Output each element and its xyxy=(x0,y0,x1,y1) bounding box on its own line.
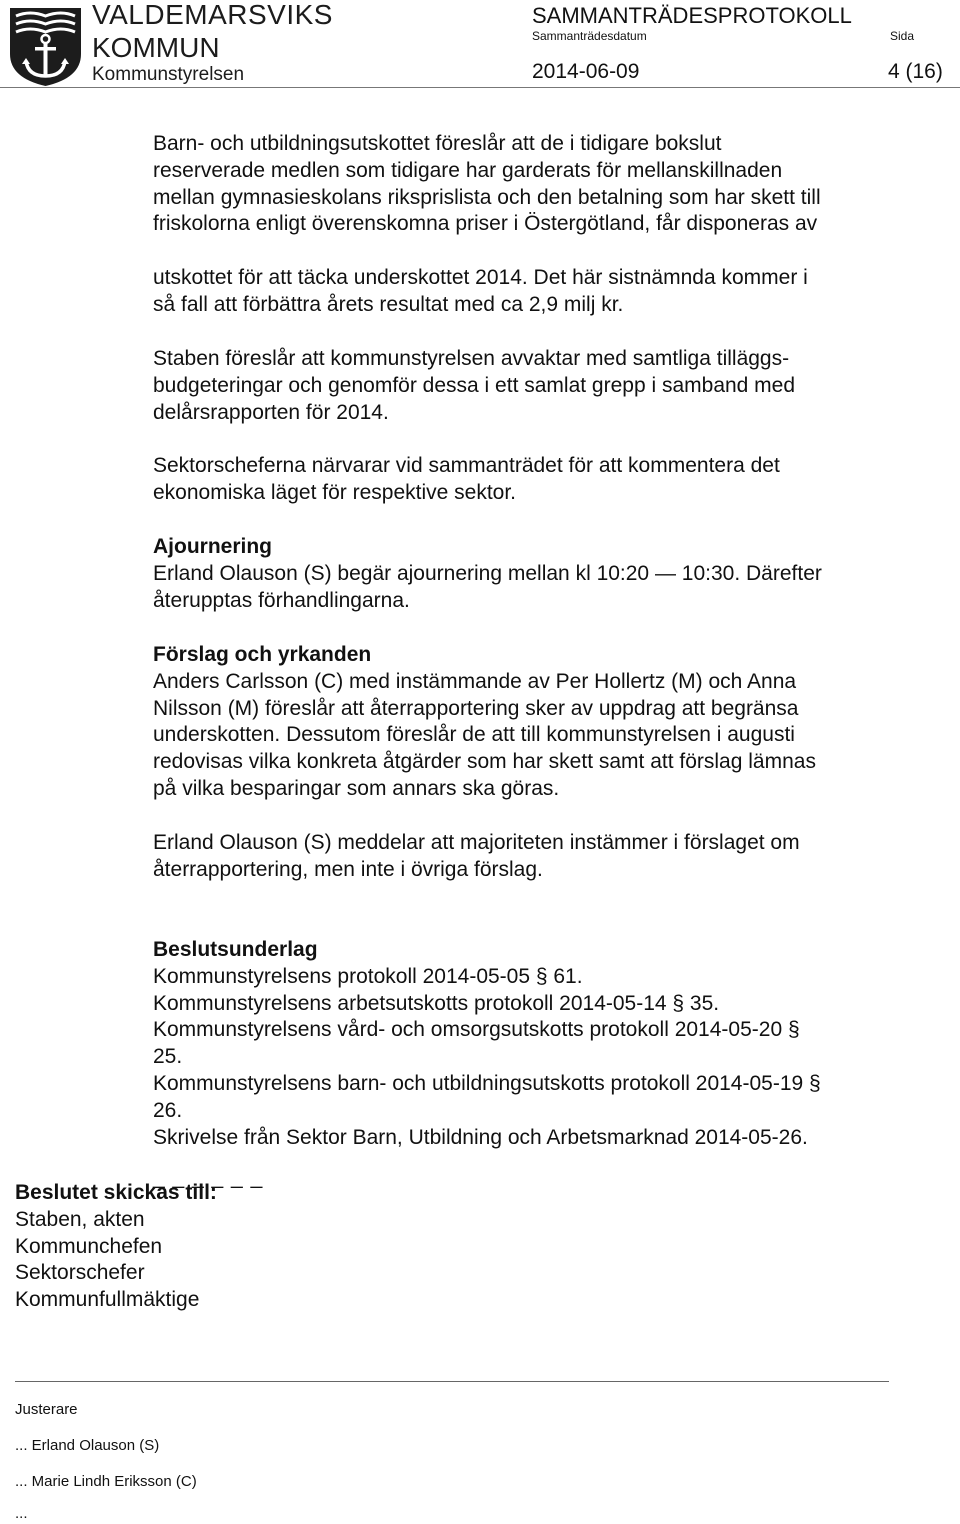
recipient: Kommunfullmäktige xyxy=(15,1288,200,1312)
paragraph-sector-heads xyxy=(153,453,933,507)
recipient: Staben, akten xyxy=(15,1207,145,1231)
org-name-line1: VALDEMARSVIKS xyxy=(92,0,333,30)
text-line: Erland Olauson (S) begär ajournering mellan kl 10:20 — 10:30. Därefter xyxy=(153,561,822,585)
distribution-heading: Beslutet skickas till: xyxy=(15,1181,217,1204)
text-line: budgeteringar och genomför dessa i ett samlat grepp i samband med xyxy=(153,373,796,397)
distribution-list xyxy=(15,1180,315,1314)
ajournering-heading: Ajournering xyxy=(153,535,272,558)
text-line: reserverade medlen som tidigare har garderats för mellanskillnaden xyxy=(153,158,783,182)
reference-line: Kommunstyrelsens protokoll 2014-05-05 § 61. xyxy=(153,964,583,988)
text-line: underskotten. Dessutom föreslår de att till kommunstyrelsen i augusti xyxy=(153,723,795,747)
reference-line: Kommunstyrelsens barn- och utbildningsutskotts protokoll 2014-05-19 § xyxy=(153,1071,821,1095)
section-forslag xyxy=(153,642,933,803)
justerare-label: Justerare xyxy=(15,1401,78,1418)
text-line: redovisas vilka konkreta åtgärder som har skett samt att förslag lämnas xyxy=(153,750,816,774)
text-line: återrapportering, men inte i övriga förslag. xyxy=(153,857,543,881)
paragraph-staff-proposal xyxy=(153,346,933,426)
reference-line: Kommunstyrelsens vård- och omsorgsutskotts protokoll 2014-05-20 § xyxy=(153,1018,800,1042)
forslag-heading: Förslag och yrkanden xyxy=(153,643,372,666)
reference-line: 26. xyxy=(153,1098,183,1122)
signature-line: ... Marie Lindh Eriksson (C) xyxy=(15,1473,197,1490)
recipient: Sektorschefer xyxy=(15,1261,145,1285)
section-beslutsunderlag xyxy=(153,937,933,1151)
beslutsunderlag-heading: Beslutsunderlag xyxy=(153,938,318,961)
paragraph-funds xyxy=(153,131,933,238)
reference-line: Kommunstyrelsens arbetsutskotts protokoll 2014-05-14 § 35. xyxy=(153,991,720,1015)
paragraph-majority xyxy=(153,830,933,884)
text-line: Barn- och utbildningsutskottet föreslår att de i tidigare bokslut xyxy=(153,132,722,155)
date-label: Sammanträdesdatum xyxy=(532,29,647,43)
page-label: Sida xyxy=(890,29,915,43)
text-line: Erland Olauson (S) meddelar att majoriteten instämmer i förslaget om xyxy=(153,831,800,854)
signature-line: ... Erland Olauson (S) xyxy=(15,1437,160,1454)
text-line: mellan gymnasieskolans riksprislista och den betalning som har skett till xyxy=(153,185,821,209)
reference-line: 25. xyxy=(153,1045,183,1069)
paragraph-deficit xyxy=(153,265,933,319)
meeting-date: 2014-06-09 xyxy=(532,60,640,83)
header-divider xyxy=(0,87,960,88)
text-line: Nilsson (M) föreslår att återrapportering sker av uppdrag att begränsa xyxy=(153,696,799,720)
text-line: delårsrapporten för 2014. xyxy=(153,400,389,424)
text-line: återupptas förhandlingarna. xyxy=(153,588,410,612)
recipient: Kommunchefen xyxy=(15,1234,163,1258)
document-type: SAMMANTRÄDESPROTOKOLL xyxy=(532,3,852,28)
signature-line: ... xyxy=(15,1505,28,1522)
text-line: utskottet för att täcka underskottet 2014. Det här sistnämnda kommer i xyxy=(153,266,808,289)
text-line: friskolorna enligt överenskomna priser i Östergötland, får disponeras av xyxy=(153,212,818,236)
org-unit: Kommunstyrelsen xyxy=(92,64,245,85)
text-line: ekonomiska läget för respektive sektor. xyxy=(153,480,517,504)
page-number: 4 (16) xyxy=(888,60,943,83)
anchor-crest-icon xyxy=(8,6,83,88)
separator-dashes: _ _ _ _ _ _ xyxy=(153,1166,264,1189)
section-ajournering xyxy=(153,534,933,614)
text-line: på vilka besparingar som annars ska göras. xyxy=(153,776,560,800)
org-name-line2: KOMMUN xyxy=(92,32,220,63)
footer-divider xyxy=(15,1381,889,1382)
text-line: Staben föreslår att kommunstyrelsen avvaktar med samtliga tilläggs- xyxy=(153,347,790,370)
text-line: Anders Carlsson (C) med instämmande av Per Hollertz (M) och Anna xyxy=(153,669,797,693)
reference-line: Skrivelse från Sektor Barn, Utbildning och Arbetsmarknad 2014-05-26. xyxy=(153,1125,808,1149)
text-line: så fall att förbättra årets resultat med ca 2,9 milj kr. xyxy=(153,292,624,316)
text-line: Sektorscheferna närvarar vid sammanträdet för att kommentera det xyxy=(153,454,780,477)
